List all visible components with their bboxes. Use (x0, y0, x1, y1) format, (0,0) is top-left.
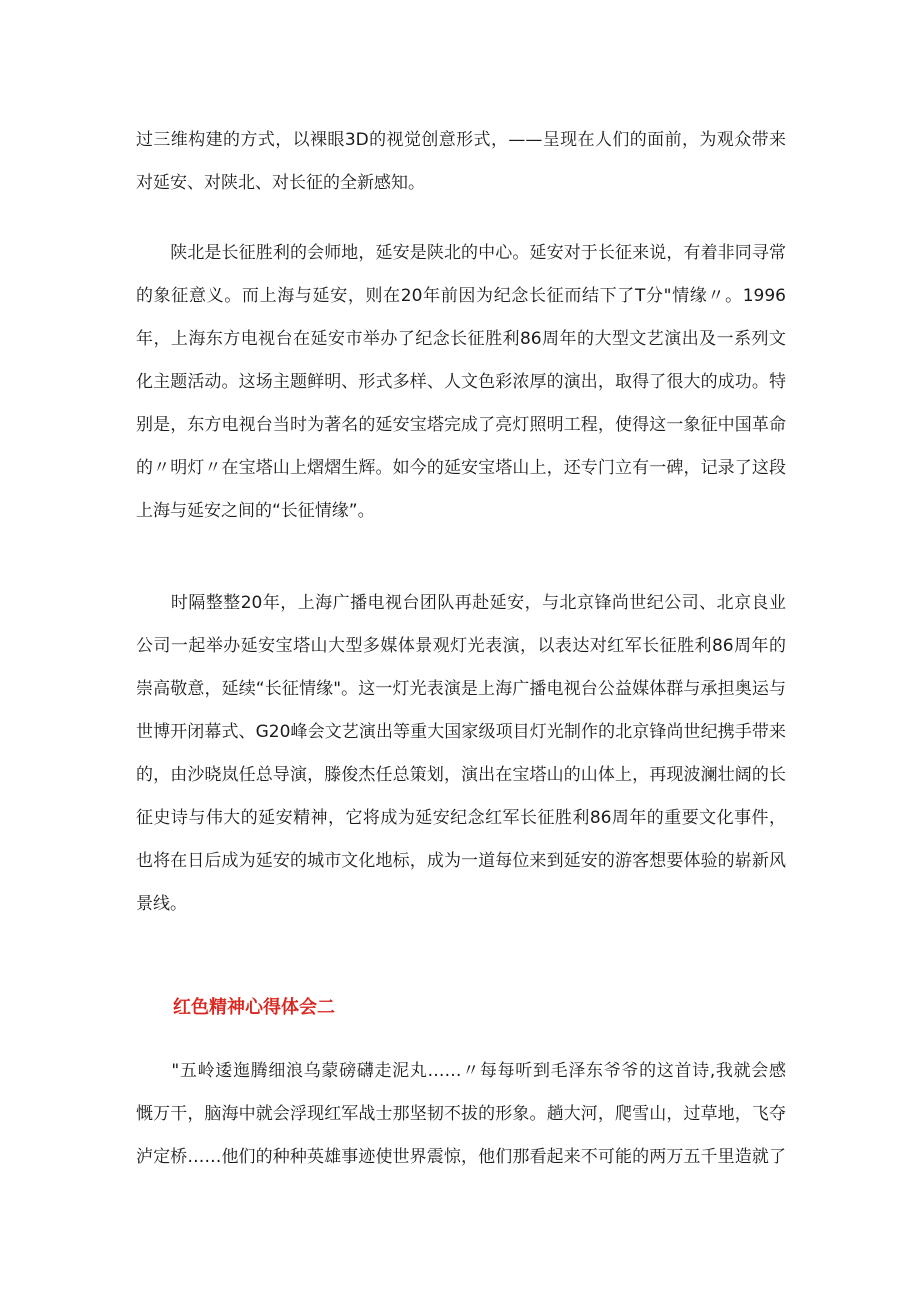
text-line: 也将在日后成为延安的城市文化地标，成为一道每位来到延安的游客想要体验的崭新风 (136, 851, 786, 871)
text-line: 年，上海东方电视台在延安市举办了纪念长征胜利86周年的大型文艺演出及一系列文 (136, 329, 786, 349)
text-line: 公司一起举办延安宝塔山大型多媒体景观灯光表演，以表达对红军长征胜利86周年的 (136, 636, 786, 656)
text-line: "五岭逶迤腾细浪乌蒙磅礴走泥丸……〃每每听到毛泽东爷爷的这首诗,我就会感 (136, 1061, 786, 1081)
text-line: 世博开闭幕式、G20峰会文艺演出等重大国家级项目灯光制作的北京锋尚世纪携手带来 (136, 722, 786, 742)
text-line: 征史诗与伟大的延安精神，它将成为延安纪念红军长征胜利86周年的重要文化事件， (136, 808, 786, 828)
text-line: 慨万干，脑海中就会浮现红军战士那坚韧不拔的形象。趟大河，爬雪山，过草地，飞夺 (136, 1104, 786, 1124)
section-heading: 红色精神心得体会二 (173, 997, 335, 1018)
text-line: 上海与延安之间的“长征情缘”。 (136, 501, 375, 521)
paragraph-2 (136, 232, 786, 533)
text-line: 泸定桥……他们的种种英雄事迹使世界震惊，他们那看起来不可能的两万五千里造就了 (136, 1147, 786, 1167)
text-line: 陕北是长征胜利的会师地，延安是陕北的中心。延安对于长征来说，有着非同寻常 (136, 243, 786, 263)
text-line: 的，由沙晓岚任总导演，滕俊杰任总策划，演出在宝塔山的山体上，再现波澜壮阔的长 (136, 765, 786, 785)
text-line: 对延安、对陕北、对长征的全新感知。 (136, 173, 425, 193)
text-line: 别是，东方电视台当时为著名的延安宝塔完成了亮灯照明工程，使得这一象征中国革命 (136, 415, 786, 435)
text-line: 的〃明灯〃在宝塔山上熠熠生辉。如今的延安宝塔山上，还专门立有一碑，记录了这段 (136, 458, 786, 478)
text-line: 景线。 (136, 894, 187, 914)
text-line: 时隔整整20年，上海广播电视台团队再赴延安，与北京锋尚世纪公司、北京良业 (136, 593, 786, 613)
text-line: 崇高敬意，延续“长征情缘"。这一灯光表演是上海广播电视台公益媒体群与承担奥运与 (136, 679, 786, 699)
text-line: 过三维构建的方式，以裸眼3D的视觉创意形式，——呈现在人们的面前，为观众带来 (136, 130, 786, 150)
text-line: 的象征意义。而上海与延安，则在20年前因为纪念长征而结下了T分"情缘〃。1996 (136, 286, 786, 306)
paragraph-3 (136, 582, 786, 926)
paragraph-1 (136, 119, 786, 205)
text-line: 化主题活动。这场主题鲜明、形式多样、人文色彩浓厚的演出，取得了很大的成功。特 (136, 372, 786, 392)
paragraph-4 (136, 1050, 786, 1179)
